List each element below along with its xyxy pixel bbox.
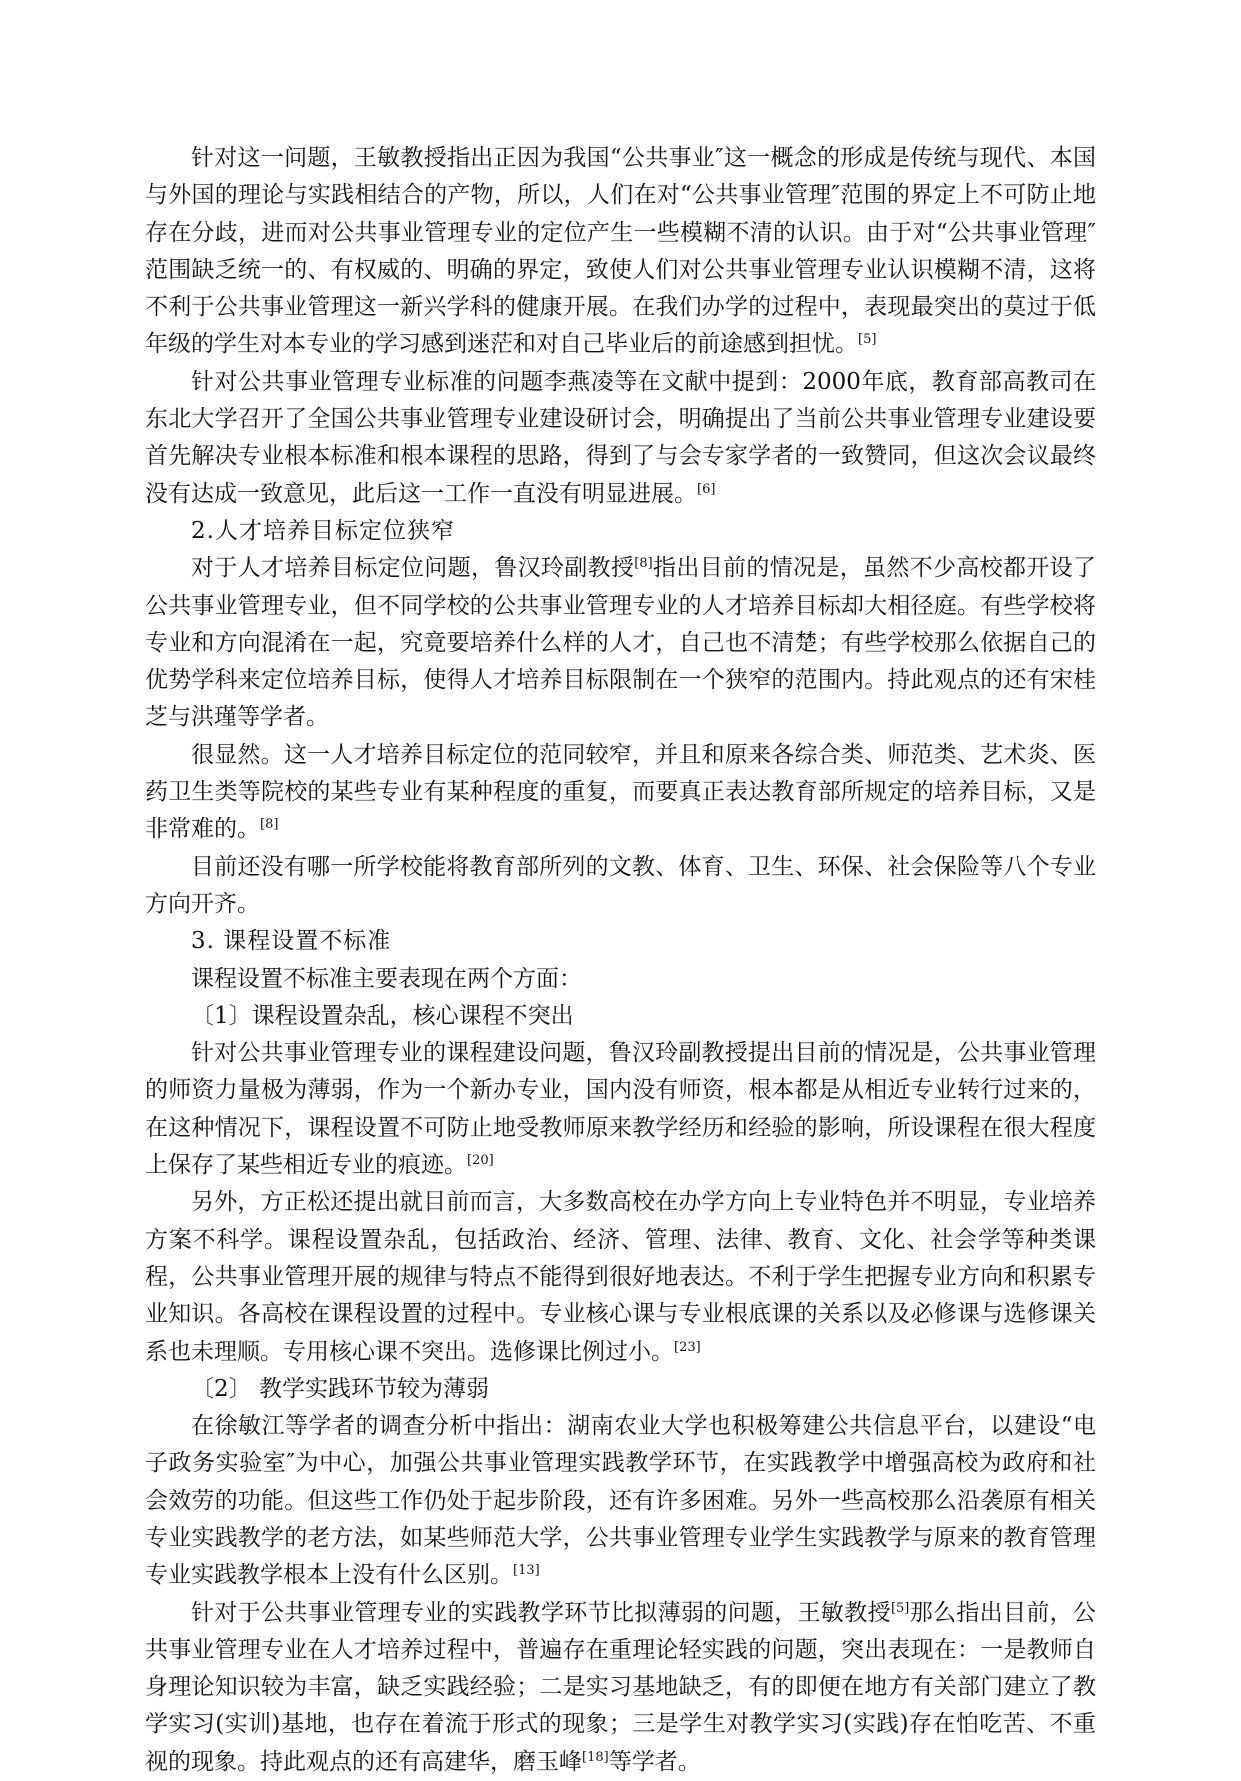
paragraph-6: 目前还没有哪一所学校能将教育部所列的文教、体育、卫生、环保、社会保险等八个专业方向开齐。: [145, 853, 1096, 917]
paragraph-13: 在徐敏江等学者的调查分析中指出：湖南农业大学也积极筹建公共信息平台，以建设“电子政务实验室″为中心，加强公共事业管理实践教学环节，在实践教学中增强高校为政府和社会效劳的功能。但这些工作仍处于起步阶段，还有许多困难。另外一些高校那么沿袭原有相关专业实践教学的老方法，如某些师范大学，公共事业管理专业学生实践教学与原来的教育管理专业实践教学根本上没有什么区别。[13]: [145, 1413, 1096, 1589]
paragraph-2: 针对公共事业管理专业标准的问题李燕凌等在文献中提到：2000年底，教育部高教司在东北大学召开了全国公共事业管理专业建设研讨会，明确提出了当前公共事业管理专业建设要首先解决专业根本标准和根本课程的思路，得到了与会专家学者的一致赞同，但这次会议最终没有达成一致意见，此后这一工作一直没有明显进展。[6]: [145, 368, 1096, 507]
citation: [5]: [858, 332, 877, 348]
paragraph-11: 另外，方正松还提出就目前而言，大多数高校在办学方向上专业特色并不明显，专业培养方案不科学。课程设置杂乱，包括政治、经济、管理、法律、教育、文化、社会学等种类课程，公共事业管理开展的规律与特点不能得到很好地表达。不利于学生把握专业方向和积累专业知识。各高校在课程设置的过程中。专业核心课与专业根底课的关系以及必修课与选修课关系也未理顺。专用核心课不突出。选修课比例过小。[23]: [145, 1189, 1096, 1365]
paragraph-4: 对于人才培养目标定位问题，鲁汉玲副教授[8]指出目前的情况是，虽然不少高校都开设了公共事业管理专业，但不同学校的公共事业管理专业的人才培养目标却大相径庭。有些学校将专业和方向混淆在一起，究竟要培养什么样的人才，自己也不清楚；有些学校那么依据自己的优势学科来定位培养目标，使得人才培养目标限制在一个狭窄的范围内。持此观点的还有宋桂芝与洪瑾等学者。: [145, 555, 1097, 731]
subheading-1: 〔1〕课程设置杂乱，核心课程不突出: [191, 1002, 574, 1029]
citation: [8]: [634, 556, 653, 572]
paragraph-14: 针对于公共事业管理专业的实践教学环节比拟薄弱的问题，王敏教授[5]那么指出目前，公共事业管理专业在人才培养过程中，普遍存在重理论轻实践的问题，突出表现在：一是教师自身理论知识较为丰富，缺乏实践经验；二是实习基地缺乏，有的即便在地方有关部门建立了教学实习(实训)基地，也存在着流于形式的现象；三是学生对教学实习(实践)存在怕吃苦、不重视的现象。持此观点的还有高建华，磨玉峰[18]等学者。: [145, 1599, 1097, 1775]
citation: [23]: [674, 1339, 701, 1355]
paragraph-1: 针对这一问题，王敏教授指出正因为我国“公共事业″这一概念的形成是传统与现代、本国与外国的理论与实践相结合的产物，所以，人们在对“公共事业管理″范围的界定上不可防止地存在分歧，进而对公共事业管理专业的定位产生一些模糊不清的认识。由于对“公共事业管理″范围缺乏统一的、有权威的、明确的界定，致使人们对公共事业管理专业认识模糊不清，这将不利于公共事业管理这一新兴学科的健康开展。在我们办学的过程中，表现最突出的莫过于低年级的学生对本专业的学习感到迷茫和对自己毕业后的前途感到担忧。[5]: [145, 145, 1096, 358]
section-heading-2: 2.人才培养目标定位狭窄: [191, 517, 455, 544]
subheading-2: 〔2〕 教学实践环节较为薄弱: [191, 1375, 489, 1402]
document-page: [145, 140, 1096, 1781]
section-heading-3: 3. 课程设置不标准: [191, 928, 392, 955]
citation: [18]: [582, 1749, 609, 1765]
citation: [8]: [260, 817, 279, 833]
paragraph-8: 课程设置不标准主要表现在两个方面：: [191, 965, 582, 992]
citation: [6]: [697, 481, 716, 497]
paragraph-5: 很显然。这一人才培养目标定位的范同较窄，并且和原来各综合类、师范类、艺术炎、医药卫生类等院校的某些专业有某种程度的重复，而要真正表达教育部所规定的培养目标，又是非常难的。[8]: [145, 741, 1096, 843]
citation: [5]: [890, 1600, 910, 1616]
paragraph-10: 针对公共事业管理专业的课程建设问题，鲁汉玲副教授提出目前的情况是，公共事业管理的师资力量极为薄弱，作为一个新办专业，国内没有师资，根本都是从相近专业转行过来的，在这种情况下，课程设置不可防止地受教师原来教学经历和经验的影响，所设课程在很大程度上保存了某些相近专业的痕迹。[20]: [145, 1040, 1096, 1179]
citation: [13]: [513, 1563, 540, 1579]
citation: [20]: [467, 1153, 494, 1169]
